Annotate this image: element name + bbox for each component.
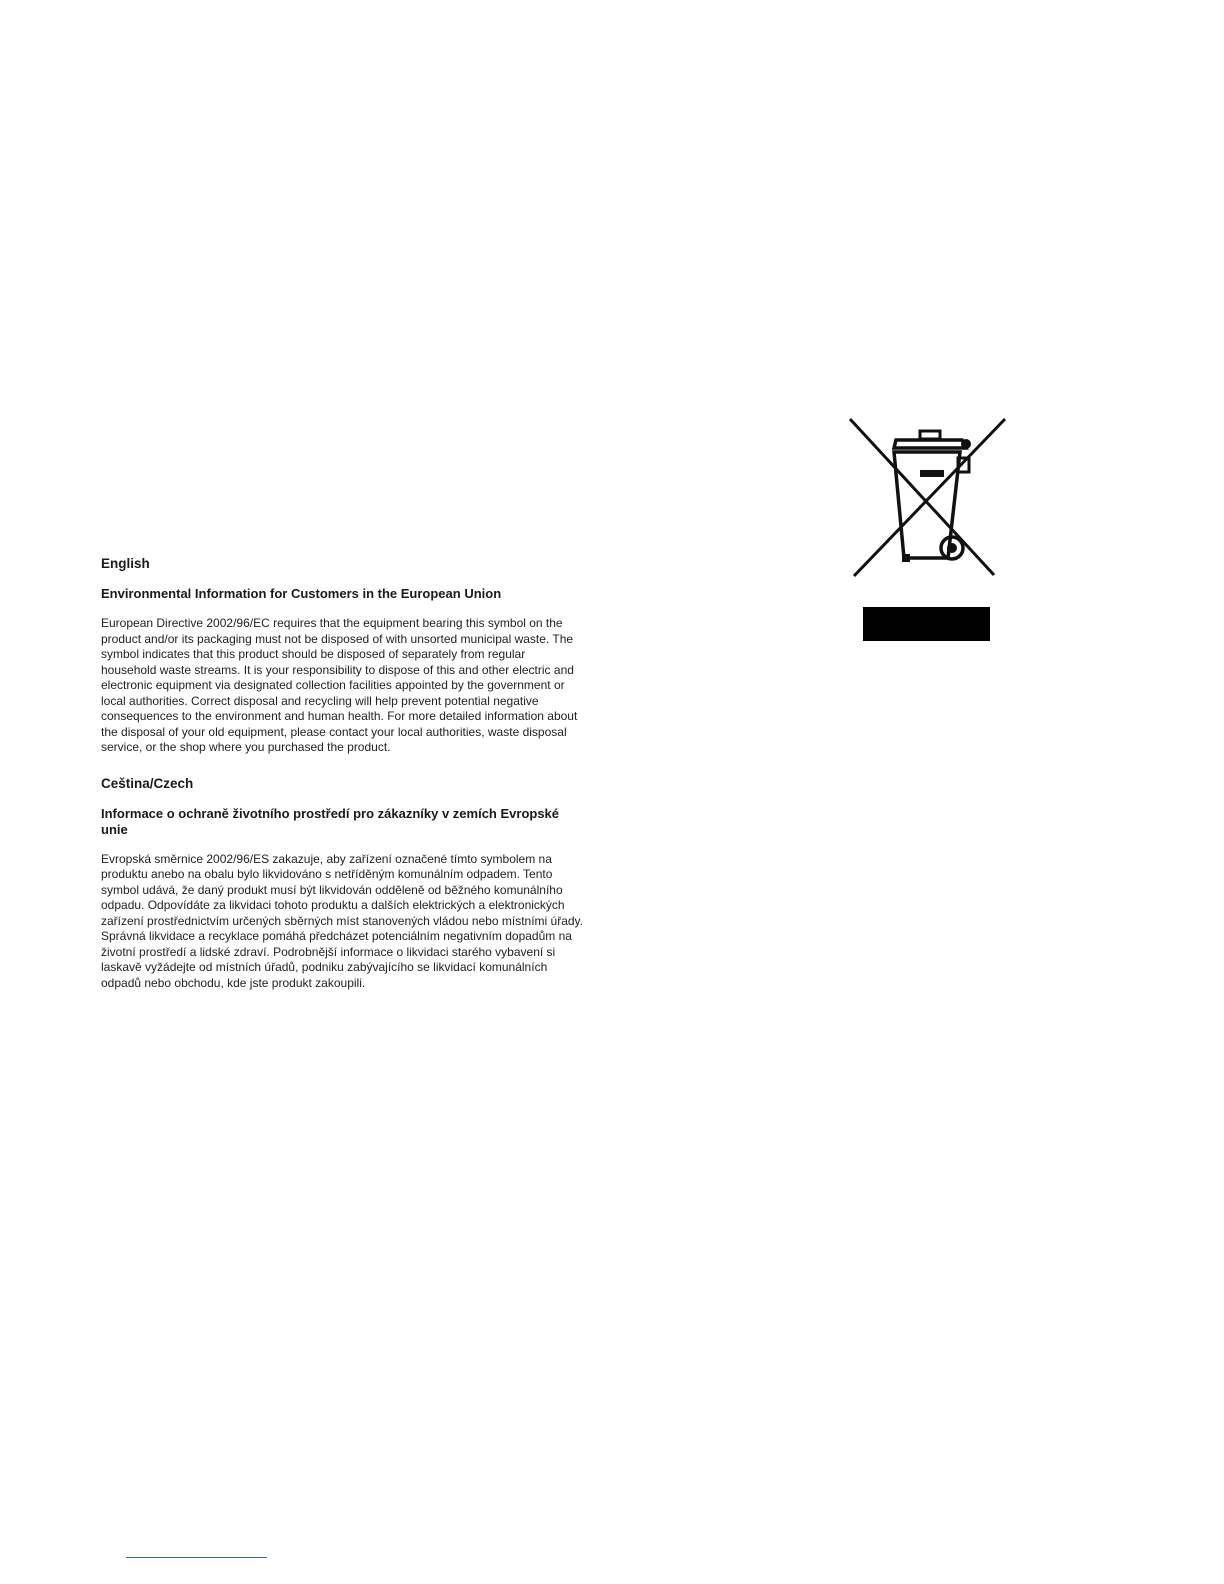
czech-section xyxy=(101,776,583,992)
english-body-text: European Directive 2002/96/EC requires that the equipment bearing this symbol on the product and/or its packaging must not be disposed of with unsorted municipal waste. The symbol indicates that this product should be disposed of separately from regular household waste streams. It is your responsibility to dispose of this and other electric and electronic equipment via designated collection facilities appointed by the government or local authorities. Correct disposal and recycling will help prevent potential negative consequences to the environment and human health. For more detailed information about the disposal of your old equipment, please contact your local authorities, waste disposal service, or the shop where you purchased the product. xyxy=(101,616,578,754)
czech-body-text: Evropská směrnice 2002/96/ES zakazuje, aby zařízení označené tímto symbolem na produktu anebo na obalu bylo likvidováno s netříděným komunálním odpadem. Tento symbol udává, že daný produkt musí být likvidován odděleně od běžného komunálního odpadu. Odpovídáte za likvidaci tohoto produktu a dalších elektrických a elektronických zařízení prostřednictvím určených sběrných míst stanovených vládou nebo místními úřady. Správná likvidace a recyklace pomáhá předcházet potenciálním negativním dopadům na životní prostředí a lidské zdraví. Podrobnější informace o likvidaci starého vybavení si laskavě vyžádejte od místních úřadů, podniku zabývajícího se likvidací komunálních odpadů nebo obchodu, kde jste produkt zakoupili. xyxy=(101,851,583,990)
crossed-out-wheelie-bin-icon xyxy=(844,412,1010,584)
english-language-heading: English xyxy=(101,556,150,571)
footer-rule xyxy=(126,1557,267,1558)
solid-black-bar xyxy=(863,607,990,641)
czech-section-title: Informace o ochraně životního prostředí pro zákazníky v zemích Evropské unie xyxy=(101,805,560,837)
czech-language-heading: Ceština/Czech xyxy=(101,775,194,791)
english-section xyxy=(101,556,583,756)
document-text-column xyxy=(101,556,583,991)
english-section-title: Environmental Information for Customers in the European Union xyxy=(101,586,502,601)
